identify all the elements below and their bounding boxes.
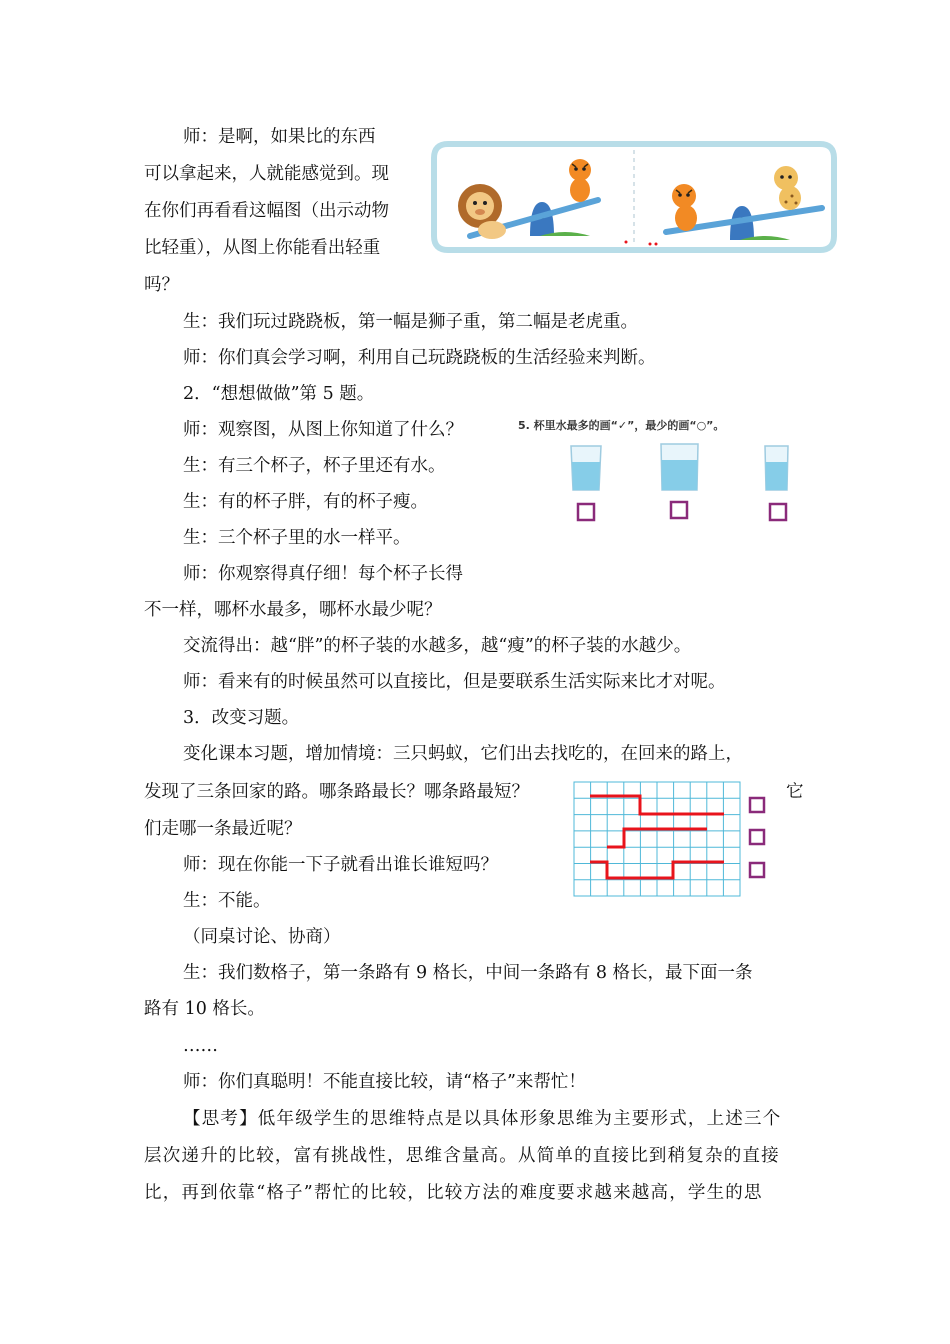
- text-line: 比轻重），从图上你能看出轻重: [144, 238, 381, 258]
- text-line: 比，再到依靠“格子”帮忙的比较，比较方法的难度要求越来越高，学生的思: [144, 1183, 763, 1203]
- text-line: 3．改变习题。: [183, 708, 300, 728]
- answer-box[interactable]: [770, 504, 786, 520]
- text-line: 变化课本习题，增加情境：三只蚂蚁，它们出去找吃的，在回来的路上，: [183, 744, 743, 764]
- text-line: 路有 10 格长。: [144, 999, 265, 1019]
- text-line: 生：我们数格子，第一条路有 9 格长，中间一条路有 8 格长，最下面一条: [183, 963, 753, 983]
- text-line: 发现了三条回家的路。哪条路最长？哪条路最短？: [144, 782, 529, 802]
- text-line: 师：你们真聪明！不能直接比较，请“格子”来帮忙！: [183, 1072, 586, 1092]
- answer-box[interactable]: [750, 863, 764, 877]
- cups-drawing: [516, 442, 794, 528]
- text-line: 生：有三个杯子，杯子里还有水。: [183, 456, 446, 476]
- animal-seesaw-illustration: [430, 136, 838, 258]
- text-line: 【思考】低年级学生的思维特点是以具体形象思维为主要形式，上述三个: [183, 1109, 782, 1129]
- text-line: 它: [786, 782, 804, 802]
- text-line: 师：是啊，如果比的东西: [183, 127, 376, 147]
- text-line: 吗？: [144, 275, 179, 295]
- text-line: 师：你观察得真仔细！每个杯子长得: [183, 564, 463, 584]
- answer-box[interactable]: [750, 830, 764, 844]
- text-line: 在你们再看看这幅图（出示动物: [144, 201, 389, 221]
- text-line: 2．“想想做做”第 5 题。: [183, 384, 375, 404]
- answer-box[interactable]: [578, 504, 594, 520]
- text-line: 生：有的杯子胖，有的杯子瘦。: [183, 492, 428, 512]
- text-line: 师：观察图，从图上你知道了什么？: [183, 420, 463, 440]
- text-line: 师：看来有的时候虽然可以直接比，但是要联系生活实际来比才对呢。: [183, 672, 726, 692]
- text-line: 层次递升的比较，富有挑战性，思维含量高。从简单的直接比到稍复杂的直接: [144, 1146, 780, 1166]
- text-line: 生：三个杯子里的水一样平。: [183, 528, 411, 548]
- cup-icon: [571, 446, 601, 490]
- cups-illustration: [516, 418, 794, 530]
- cup-icon: [661, 444, 698, 490]
- text-line: 师：你们真会学习啊，利用自己玩跷跷板的生活经验来判断。: [183, 348, 656, 368]
- answer-box[interactable]: [671, 502, 687, 518]
- cup-icon: [765, 446, 788, 490]
- text-line: 们走哪一条最近呢？: [144, 819, 302, 839]
- text-line: 交流得出：越“胖”的杯子装的水越多，越“瘦”的杯子装的水越少。: [183, 636, 692, 656]
- text-line: ……: [183, 1036, 218, 1056]
- text-line: 生：不能。: [183, 891, 271, 911]
- answer-box[interactable]: [750, 798, 764, 812]
- text-line: （同桌讨论、协商）: [183, 927, 341, 947]
- cups-caption: 5. 杯里水最多的画“✓”，最少的画“○”。: [518, 419, 725, 432]
- grid-paths-illustration: [572, 780, 772, 898]
- text-line: 生：我们玩过跷跷板，第一幅是狮子重，第二幅是老虎重。: [183, 312, 638, 332]
- text-line: 不一样，哪杯水最多，哪杯水最少呢？: [144, 600, 442, 620]
- text-line: 可以拿起来，人就能感觉到。现: [144, 164, 389, 184]
- text-line: 师：现在你能一下子就看出谁长谁短吗？: [183, 855, 498, 875]
